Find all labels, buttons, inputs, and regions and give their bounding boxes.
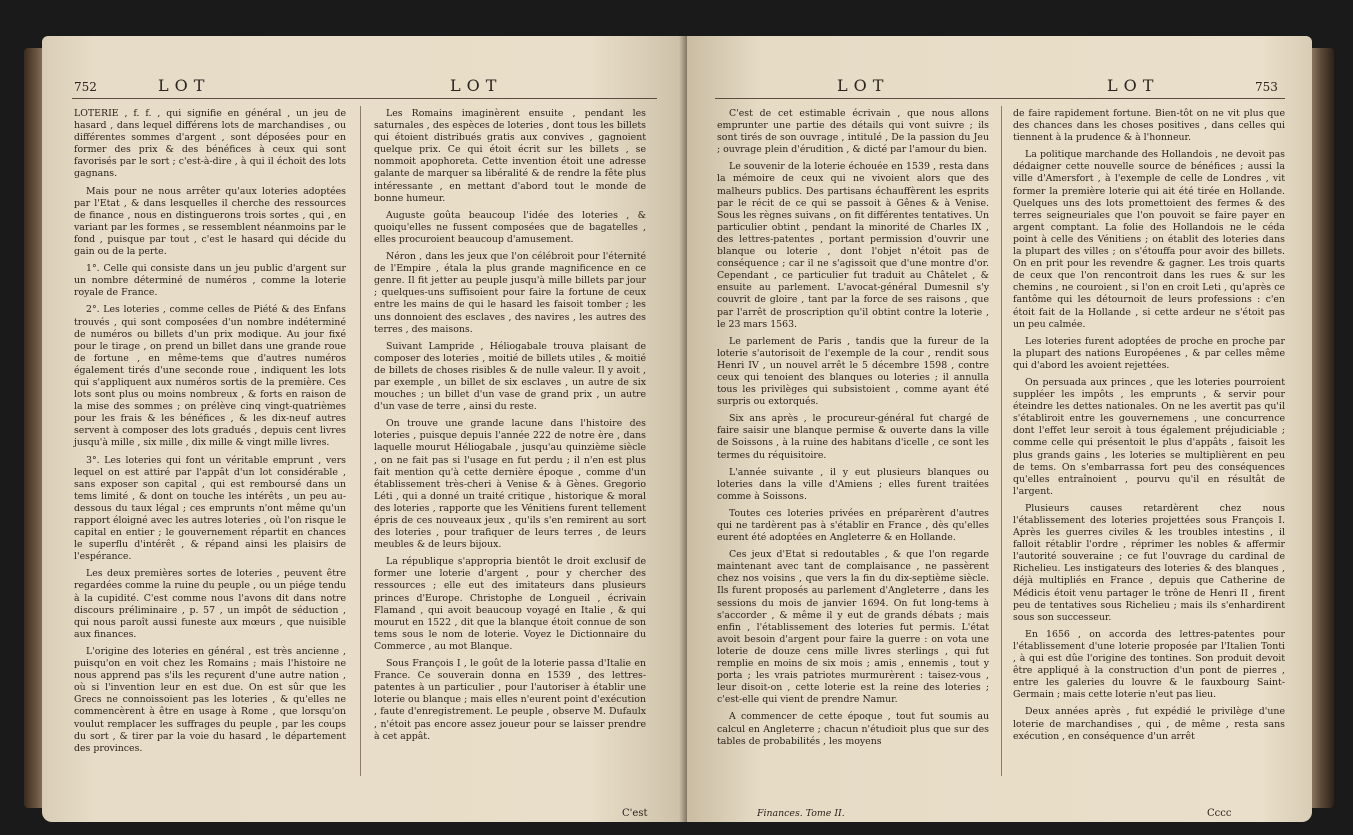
paragraph: C'est de cet estimable écrivain , que nous allons emprunter une partie des détails qui vont suivre ; ils sont tirés de son ouvrage , intitulé , De la passion du Jeu ; ouvrage plein d'érudition , & dicté par l'amour du bien. [717,108,989,156]
paragraph: Les loteries furent adoptées de proche en proche par la plupart des nations Européenes , & par celles même qui d'abord les avoient rejettées. [1013,335,1285,371]
left-page [42,36,687,822]
paragraph: Toutes ces loteries privées en préparèrent d'autres qui ne tardèrent pas à s'établir en France , dès qu'elles eurent été adoptées en Angleterre & en Hollande. [717,507,989,544]
paragraph: Suivant Lampride , Héliogabale trouva plaisant de composer des loteries , moitié de billets utiles , & moitié de billets de choses risibles & de nulle valeur. Il y avoit , par exemple , un billet de six esclaves , un autre de six mouches ; un billet d'un vase de grand prix , un autre d'un vase de terre , ainsi du reste. [374,340,646,413]
paragraph: L'année suivante , il y eut plusieurs blanques ou loteries dans la ville d'Amiens ; elles furent traitées comme à Soissons. [717,466,989,502]
paragraph: de faire rapidement fortune. Bien-tôt on ne vit plus que des chances dans les choses positives , dans celles qui tiennent à la prudence & à l'honneur. [1013,108,1285,144]
paragraph: On persuada aux princes , que les loteries pourroient suppléer les impôts , les emprunts , & servir pour éteindre les dettes nationales. On ne les avertit pas qu'il s'établiroit entre les gouvernemens , une concurrence dont l'effet leur seroit à tous également préjudiciable ; comme celle qui présentoit le plus d'appâts , faisoit les plus grands gains , les loteries se multiplièrent en peu de tems. On s'embarrassa fort peu des conséquences qu'elles entraînoient , pourvu qu'il en résultât de l'argent. [1013,376,1285,497]
paragraph: L'origine des loteries en général , est très ancienne , puisqu'on en voit chez les Romains ; mais l'histoire ne nous apprend pas s'ils les reçurent d'une autre nation , où si l'invention leur en est due. On est sûr que les Grecs ne connoissoient pas les loteries , & qu'elles ne commencèrent à être en usage à Rome , que lorsqu'on voulut remplacer les suffrages du peuple , par les coups du sort , & tirer par la voie du hasard , le département des provinces. [74,645,346,754]
paragraph: Plusieurs causes retardèrent chez nous l'établissement des loteries projettées sous François I. Après les guerres civiles & les troubles intestins , il falloit rétablir l'ordre , réprimer les nobles & affermir l'autorité souveraine ; ce fut l'ouvrage du cardinal de Richelieu. Les instigateurs des loteries & des blanques , déjà multipliés en France , depuis que Catherine de Médicis étoit venu partager le trône de Henri II , firent peu de tentatives sous Richelieu ; mais ils s'enhardirent sous son successeur. [1013,502,1285,623]
running-head: LOT [837,76,890,95]
text-column [374,108,646,748]
paragraph: Les deux premières sortes de loteries , peuvent être regardées comme la ruine du peuple , ou un piége tendu à la cupidité. C'est comme nous l'avons dit dans notre discours préliminaire , p. 57 , un impôt de séduction , qui nous paroît aussi funeste aux mœurs , que nuisible aux finances. [74,568,346,640]
catchword: C'est [622,808,648,819]
running-head: LOT [450,76,503,95]
column-divider [360,106,361,776]
paragraph: Sous François I , le goût de la loterie passa d'Italie en France. Ce souverain donna en 1539 , des lettres-patentes à un particulier , pour l'autoriser à établir une loterie ou blanque ; mais elles n'eurent point d'exécution , faute d'enregistrement. Le peuple , observe M. Dufaulx , n'étoit pas encore assez joueur pour se laisser prendre à cet appât. [374,658,646,742]
text-column [717,108,989,753]
paragraph: Auguste goûta beaucoup l'idée des loteries , & quoiqu'elles ne fussent composées que de bagatelles , elles procuroient beaucoup d'amusement. [374,209,646,245]
paragraph: 1°. Celle qui consiste dans un jeu public d'argent sur un nombre déterminé de numéros , comme la loterie royale de France. [74,263,346,299]
paragraph: Deux années après , fut expédié le privilège d'une loterie de marchandises , qui , de même , resta sans exécution , en conséquence d'un arrêt [1013,706,1285,742]
column-divider [1001,106,1002,776]
paragraph: 3°. Les loteries qui font un véritable emprunt , vers lequel on est attiré par l'appât d'un lot considérable , sans exposer son capital , qui est remboursé dans un tems limité , & dont on touche les intérêts , un peu au-dessous du taux légal ; ces emprunts n'ont même qu'un rapport éloigné avec les autres loteries , où l'on risque le capital en entier ; le gouvernement répartit en chances le superflu d'intérêt , & répand ainsi les plaisirs de l'espérance. [74,454,346,563]
paragraph: A commencer de cette époque , tout fut soumis au calcul en Angleterre ; chacun n'étudioit plus que sur des tables de probabilités , les moyens [717,711,989,747]
text-column [1013,108,1285,748]
head-rule [72,98,657,99]
running-head: LOT [158,76,211,95]
book-edge-right [1312,48,1334,808]
head-rule [715,98,1285,99]
open-book [24,8,1334,830]
paragraph: La république s'appropria bientôt le droit exclusif de former une loterie d'argent , pour y chercher des ressources ; elle eut des imitateurs dans plusieurs princes d'Europe. Christophe de Longueil , écrivain Flamand , qui avoit beaucoup voyagé en Italie , & qui mourut en 1522 , dit que la blanque étoit connue de son tems sous le nom de loterie. Voyez le Dictionnaire du Commerce , au mot Blanque. [374,556,646,652]
paragraph: LOTERIE , f. f. , qui signifie en général , un jeu de hasard , dans lequel différens lots de marchandises , ou différentes sommes d'argent , sont déposées pour en former des prix & des bénéfices à ceux qui sont favorisés par le sort ; c'est-à-dire , à qui il échoit des lots gagnans. [74,108,346,180]
page-number: 753 [1255,80,1278,94]
text-column [74,108,346,760]
paragraph: Ces jeux d'Etat si redoutables , & que l'on regarde maintenant avec tant de complaisance , ne passèrent chez nos voisins , que vers la fin du dix-septième siècle. Ils furent proposés au parlement d'Angleterre , dans les sessions du mois de janvier 1694. On fut long-tems à s'accorder , & même il y eut de grands débats ; mais enfin , l'établissement des loteries fut permis. L'état avoit besoin d'argent pour faire la guerre : on vota une loterie de douze cens mille livres sterlings , qui fut remplie en moins de six mois ; amis , ennemis , tout y porta ; les vrais patriotes murmurèrent : taisez-vous , leur disoit-on , cette loterie est la reine des loteries ; c'est-elle qui vient de prendre Namur. [717,549,989,706]
paragraph: Le parlement de Paris , tandis que la fureur de la loterie s'autorisoit de l'exemple de la cour , rendit sous Henri IV , un nouvel arrêt le 5 décembre 1598 , contre ceux qui tenoient des blanques ou loteries ; il annulla tous les privilèges qui subsistoient , comme ayant été surpris ou extorqués. [717,335,989,408]
book-edge-left [24,48,44,808]
paragraph: 2°. Les loteries , comme celles de Piété & des Enfans trouvés , qui sont composées d'un nombre indéterminé de numéros ou billets d'un prix modique. Au jour fixé pour le tirage , on prend un billet dans une grande roue de fortune , en même-tems que d'autres numéros également tirés d'une seconde roue , indiquent les lots qui s'appliquent aux numéros sortis de la première. Ces lots sont plus ou moins nombreux , & forts en raison de la mise des sommes ; on prélève cinq vingt-quatrièmes pour les frais & les bénéfices , & les dix-neuf autres servent à composer des lots gradués , depuis cent livres jusqu'à mille , six mille , dix mille & vingt mille livres. [74,304,346,449]
running-head: LOT [1107,76,1160,95]
paragraph: La politique marchande des Hollandois , ne devoit pas dédaigner cette nouvelle source de bénéfices ; aussi la ville d'Amersfort , à l'exemple de celle de Londres , vit former la première loterie qui ait été tirée en Hollande. Quelques uns des lots promettoient des fermes & des terres seigneuriales que l'on pouvoit se faire payer en argent comptant. La folie des Hollandois ne le céda point à celle des Vénitiens ; on établit des loteries dans la plupart des villes ; on s'étouffa pour avoir des billets. On en prit pour les revendre & gagner. Les trois quarts de ceux que l'on rencontroit dans les rues & sur les chemins , ne couroient , si l'on en croit Leti , qu'après ce fantôme qui les détournoit de leurs professions : c'en étoit fait de la Hollande , si cette ardeur ne s'étoit pas un peu calmée. [1013,149,1285,330]
paragraph: Le souvenir de la loterie échouée en 1539 , resta dans la mémoire de ceux qui ne vivoient alors que des malheurs publics. Des partisans échauffèrent les esprits par le récit de ce qui se passoit à Gênes & à Venise. Sous les règnes suivans , on fit différentes tentatives. Un particulier obtint , pendant la minorité de Charles IX , des lettres-patentes , portant permission d'ouvrir une blanque ou loterie , dont l'objet n'étoit pas de conséquence ; car il ne s'agissoit que d'une montre d'or. Cependant , ce particulier fut traduit au Châtelet , & ensuite au parlement. L'avocat-général Dumesnil s'y couvrit de gloire , tant par la force de ses raisons , que par l'arrêt de proscription qu'il obtint contre la loterie , le 23 mars 1563. [717,161,989,330]
paragraph: En 1656 , on accorda des lettres-patentes pour l'établissement d'une loterie proposée par l'Italien Tonti , à qui est dûe l'origine des tontines. Son produit devoit être appliqué à la construction d'un pont de pierres , entre les galeries du louvre & le fauxbourg Saint-Germain ; mais cette loterie n'eut pas lieu. [1013,628,1285,701]
right-page [687,36,1312,822]
paragraph: Mais pour ne nous arrêter qu'aux loteries adoptées par l'Etat , & dans lesquelles il cherche des ressources de finance , nous en distinguerons trois sortes , qui , en variant par les formes , se ressemblent néanmoins par le fond , puisque par tout , c'est le hasard qui décide du gain ou de la perte. [74,185,346,258]
paragraph: On trouve une grande lacune dans l'histoire des loteries , puisque depuis l'année 222 de notre ère , dans laquelle mourut Héliogabale , jusqu'au quinzième siècle , on ne fait pas si l'usage en fut perdu ; il n'en est plus fait mention qu'à cette dernière époque , comme d'un établissement très-cheri à Venise & à Gènes. Gregorio Léti , qui a donné un traité critique , historique & moral des loteries , rapporte que les Vénitiens furent tellement épris de ces nouveaux jeux , qu'ils s'en remirent au sort des loteries , pour trafiquer de leurs terres , de leurs meubles & de leurs bijoux. [374,418,646,551]
footer-signature: Finances. Tome II. [757,808,845,819]
paragraph: Néron , dans les jeux que l'on célébroit pour l'éternité de l'Empire , étala la plus grande magnificence en ce genre. Il fit jetter au peuple jusqu'à mille billets par jour ; quelques-uns suffisoient pour faire la fortune de ceux entre les mains de qui le hasard les faisoit tomber ; les uns donnoient des esclaves , des navires , les autres des terres , des maisons. [374,251,646,335]
page-number: 752 [74,80,97,94]
catchword: Cccc [1207,808,1232,819]
paragraph: Six ans après , le procureur-général fut chargé de faire saisir une blanque permise & ouverte dans la ville de Soissons , à la ruine des habitans d'icelle , ce sont les termes du réquisitoire. [717,413,989,461]
paragraph: Les Romains imaginèrent ensuite , pendant les saturnales , des espèces de loteries , dont tous les billets qui étoient distribués gratis aux convives , gagnoient quelque prix. Ce qui étoit écrit sur les billets , se nommoit apophoreta. Cette invention étoit une adresse galante de marquer sa libéralité & de rendre la fête plus intéressante , en mettant d'abord tout le monde de bonne humeur. [374,108,646,204]
